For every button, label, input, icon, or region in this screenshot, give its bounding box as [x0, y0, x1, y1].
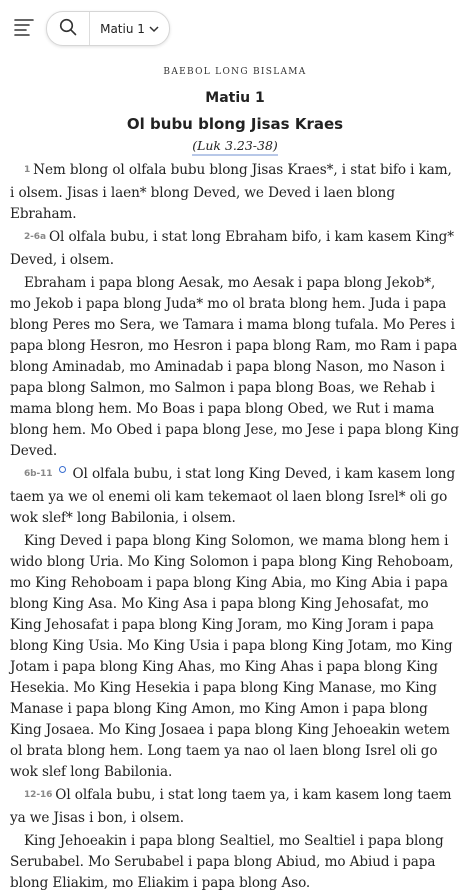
verse-text[interactable]: Ebraham i papa blong Aesak, mo Aesak i papa blong Jekob*, mo Jekob i papa blong Juda* mo ol brata blong hem. Juda i papa blong Peres mo Sera, we Tamara i mama blong tufala. Mo Peres i papa blong Hesron, mo Hesron i papa blong Ram, mo Ram i papa blong Aminadab, mo Aminadab i papa blong Nason, mo Nason i papa blong Salmon, mo Salmon i papa blong Boas, we Rehab i mama blong hem. Mo Boas i papa blong Obed, we Rut i mama blong hem. Mo Obed i papa blong Jese, mo Jese i papa blong King Deved.	[10, 275, 459, 459]
cross-reference-link[interactable]: (Luk 3.23-38)	[192, 138, 278, 156]
paragraph	[10, 160, 460, 225]
paragraph	[10, 273, 460, 462]
verse-number[interactable]: 1	[24, 165, 31, 175]
verses	[10, 160, 460, 894]
chapter-selector[interactable]	[90, 22, 169, 36]
verse-number[interactable]: 12-16	[24, 790, 53, 800]
chapter-selector-label: Matiu 1	[100, 21, 145, 36]
chapter-title: Matiu 1	[205, 90, 265, 106]
verse-number[interactable]: 6b-11	[24, 469, 53, 479]
verse-text[interactable]: Nem blong ol olfala bubu blong Jisas Kraes*, i stat bifo i kam, i olsem. Jisas i laen* blong Deved, we Deved i laen blong Ebraham.	[10, 162, 452, 222]
verse-text[interactable]: Ol olfala bubu, i stat long taem ya, i kam kasem long taem ya we Jisas i bon, i olsem.	[10, 787, 452, 826]
menu-lines-icon[interactable]	[12, 16, 36, 40]
paragraph	[10, 785, 460, 829]
verse-text[interactable]: King Deved i papa blong King Solomon, we mama blong hem i wido blong Uria. Mo King Solomon i papa blong King Rehoboam, mo King Rehoboam i papa blong King Abia, mo King Abia i papa blong King Asa. Mo King Asa i papa blong King Jehosafat, mo King Jehosafat i papa blong King Joram, mo King Joram i papa blong King Usia. Mo King Usia i papa blong King Jotam, mo King Jotam i papa blong King Ahas, mo King Ahas i papa blong King Hesekia. Mo King Hesekia i papa blong King Manase, mo King Manase i papa blong King Amon, mo King Amon i papa blong King Josaea. Mo King Josaea i papa blong King Jehoeakin wetem ol brata blong hem. Long taem ya nao ol laen blong Isrel oli go wok slef long Babilonia.	[10, 533, 454, 780]
verse-text[interactable]: Ol olfala bubu, i stat long Ebraham bifo, i kam kasem King* Deved, i olsem.	[10, 229, 454, 268]
chevron-down-icon	[149, 22, 159, 36]
search-button[interactable]	[47, 12, 90, 45]
section-heading: Ol bubu blong Jisas Kraes	[126, 115, 344, 133]
bible-text-area	[10, 62, 460, 896]
verse-text[interactable]: King Jehoeakin i papa blong Sealtiel, mo Sealtiel i papa blong Serubabel. Mo Serubabel i papa blong Abiud, mo Abiud i papa blong Eliakim, mo Eliakim i papa blong Aso.	[10, 833, 444, 891]
verse-number[interactable]: 2-6a	[24, 232, 46, 242]
cross-reference-row	[10, 135, 460, 154]
top-bar	[0, 0, 469, 58]
paragraph	[10, 831, 460, 894]
verse-text[interactable]: Ol olfala bubu, i stat long King Deved, i kam kasem long taem ya we ol enemi oli kam tekemaot ol laen blong Isrel* oli go wok slef* long Babilonia, i olsem.	[10, 466, 456, 526]
navigation-pill	[46, 11, 170, 46]
paragraph	[10, 227, 460, 271]
search-icon	[59, 18, 77, 40]
version-label: BAEBOL LONG BISLAMA	[163, 67, 307, 77]
paragraph	[10, 531, 460, 783]
note-circle-icon[interactable]	[59, 466, 66, 473]
paragraph	[10, 464, 460, 529]
